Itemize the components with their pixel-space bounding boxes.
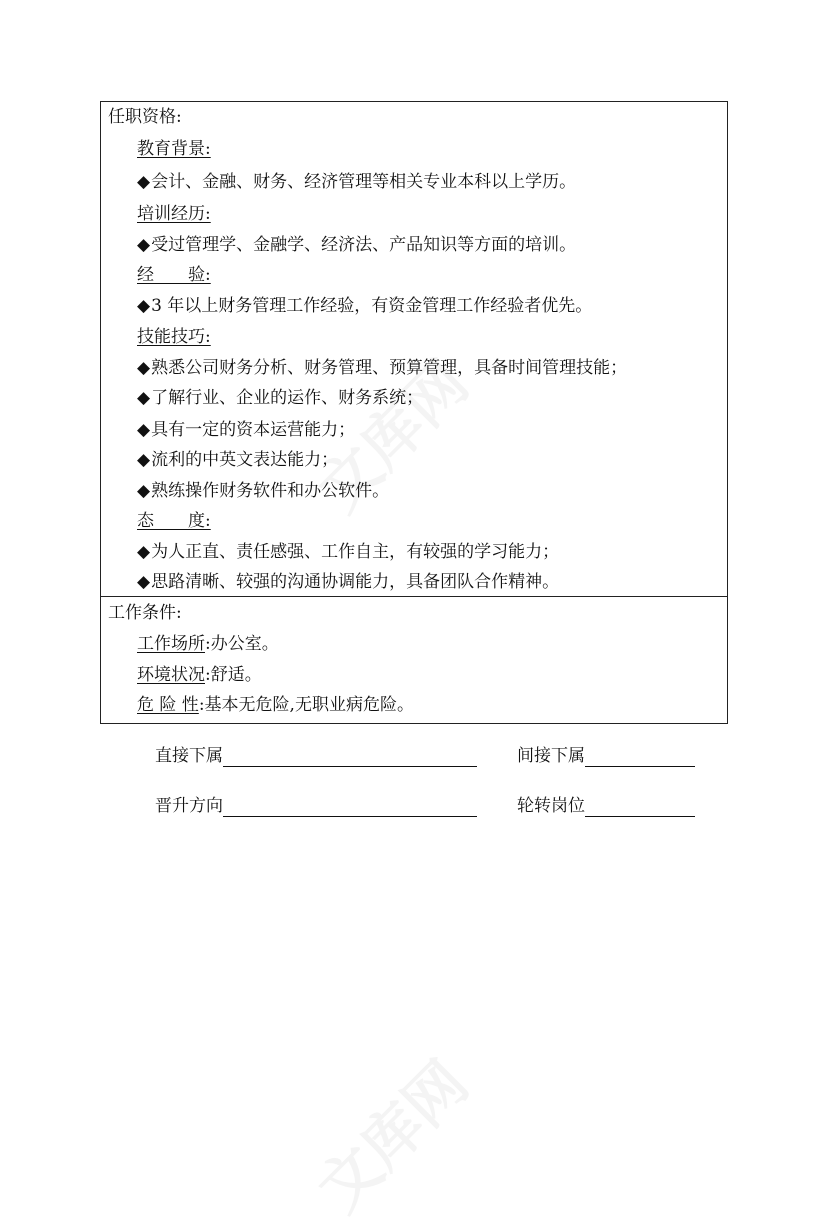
environment-row <box>137 664 262 686</box>
risk-value: :基本无危险,无职业病危险。 <box>198 695 414 715</box>
list-item: ◆熟练操作财务软件和办公软件。 <box>137 481 390 501</box>
rotation-label: 轮转岗位 <box>517 796 585 816</box>
bullet-icon: ◆ <box>137 358 151 378</box>
direct-reports-row <box>155 745 477 767</box>
promotion-label: 晋升方向 <box>155 796 223 816</box>
rotation-field[interactable] <box>585 798 695 817</box>
workplace-value: :办公室。 <box>205 634 279 654</box>
watermark <box>296 1039 484 1227</box>
promotion-row <box>155 795 477 817</box>
bullet-icon: ◆ <box>137 235 151 255</box>
list-item: ◆了解行业、企业的运作、财务系统； <box>137 388 424 408</box>
indirect-reports-row <box>517 745 695 767</box>
bullet-icon: ◆ <box>137 388 151 408</box>
risk-label: 危 险 性 <box>137 695 199 715</box>
bullet-icon: ◆ <box>137 542 151 562</box>
list-item: ◆会计、金融、财务、经济管理等相关专业本科以上学历。 <box>137 172 577 192</box>
list-item: ◆3 年以上财务管理工作经验，有资金管理工作经验者优先。 <box>137 296 593 316</box>
list-item: ◆为人正直、责任感强、工作自主，有较强的学习能力； <box>137 542 560 562</box>
workplace-label: 工作场所 <box>137 634 205 654</box>
list-item: ◆熟悉公司财务分析、财务管理、预算管理，具备时间管理技能； <box>137 358 628 378</box>
bullet-icon: ◆ <box>137 296 151 316</box>
bullet-icon: ◆ <box>137 172 151 192</box>
indirect-reports-field[interactable] <box>585 748 695 767</box>
training-heading: 培训经历: <box>137 204 211 224</box>
environment-label: 环境状况 <box>137 665 205 685</box>
rotation-row <box>517 795 695 817</box>
indirect-reports-label: 间接下属 <box>517 746 585 766</box>
risk-row <box>137 694 414 716</box>
list-item: ◆具有一定的资本运营能力； <box>137 420 356 440</box>
bullet-icon: ◆ <box>137 572 151 592</box>
education-heading: 教育背景: <box>137 139 211 159</box>
bullet-icon: ◆ <box>137 420 151 440</box>
bullet-icon: ◆ <box>137 481 151 501</box>
skills-heading: 技能技巧: <box>137 327 211 347</box>
workplace-row <box>137 633 279 655</box>
list-item: ◆流利的中英文表达能力； <box>137 450 339 470</box>
attitude-heading: 态 度: <box>137 511 211 531</box>
direct-reports-field[interactable] <box>223 748 477 767</box>
list-item: ◆受过管理学、金融学、经济法、产品知识等方面的培训。 <box>137 235 577 255</box>
direct-reports-label: 直接下属 <box>155 746 223 766</box>
experience-heading: 经 验: <box>137 265 211 285</box>
environment-value: :舒适。 <box>205 665 262 685</box>
promotion-field[interactable] <box>223 798 477 817</box>
conditions-title: 工作条件: <box>108 603 182 623</box>
qualifications-title: 任职资格: <box>108 107 182 127</box>
list-item: ◆思路清晰、较强的沟通协调能力，具备团队合作精神。 <box>137 572 560 592</box>
bullet-icon: ◆ <box>137 450 151 470</box>
